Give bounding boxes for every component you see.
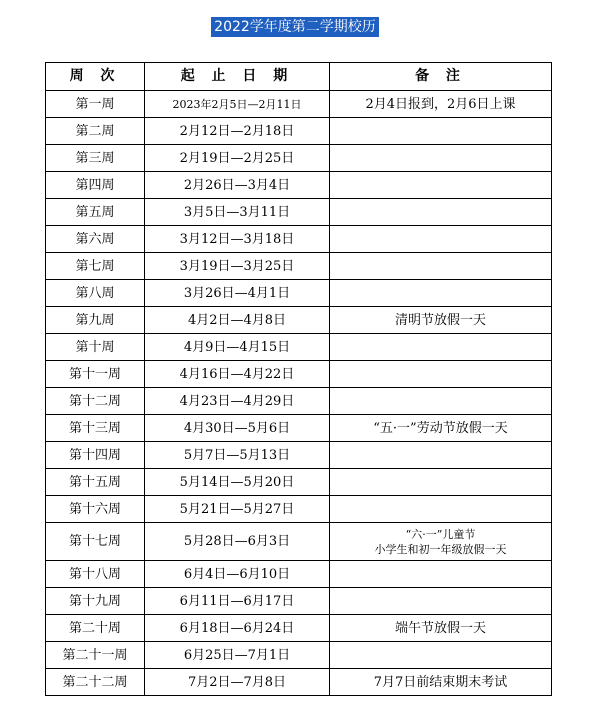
date-range-cell: 2月12日—2月18日 [145,118,330,145]
note-cell [330,442,552,469]
table-row [46,669,552,696]
week-cell: 第十周 [46,334,145,361]
title-wrap [0,16,590,37]
table-row [46,334,552,361]
week-cell: 第七周 [46,253,145,280]
table-row [46,561,552,588]
note-cell [330,496,552,523]
date-range-cell: 7月2日—7月8日 [145,669,330,696]
table-row [46,226,552,253]
note-line: 小学生和初一年级放假一天 [374,542,507,556]
note-cell: 2月4日报到，2月6日上课 [330,91,552,118]
table-row [46,523,552,561]
week-cell: 第五周 [46,199,145,226]
note-cell [330,388,552,415]
date-range-cell: 5月21日—5月27日 [145,496,330,523]
date-range-cell: 3月5日—3月11日 [145,199,330,226]
note-cell [330,469,552,496]
table-row [46,91,552,118]
date-range-cell: 6月18日—6月24日 [145,615,330,642]
date-range-cell: 4月30日—5月6日 [145,415,330,442]
note-cell [330,561,552,588]
date-range-cell: 6月11日—6月17日 [145,588,330,615]
date-range-cell: 6月4日—6月10日 [145,561,330,588]
note-cell [330,523,552,561]
week-cell: 第十四周 [46,442,145,469]
date-range-cell: 2月19日—2月25日 [145,145,330,172]
date-range-cell: 3月19日—3月25日 [145,253,330,280]
note-cell: 清明节放假一天 [330,307,552,334]
note-cell [330,280,552,307]
date-range-cell: 4月9日—4月15日 [145,334,330,361]
table-row [46,469,552,496]
date-range-cell: 5月7日—5月13日 [145,442,330,469]
note-cell [330,361,552,388]
week-cell: 第八周 [46,280,145,307]
note-cell [330,172,552,199]
week-cell: 第十二周 [46,388,145,415]
date-range-cell: 3月12日—3月18日 [145,226,330,253]
week-cell: 第二十一周 [46,642,145,669]
week-cell: 第十三周 [46,415,145,442]
note-cell: 端午节放假一天 [330,615,552,642]
note-cell [330,253,552,280]
date-range-cell: 6月25日—7月1日 [145,642,330,669]
week-cell: 第十一周 [46,361,145,388]
header-week: 周 次 [46,63,145,91]
note-cell: “五·一”劳动节放假一天 [330,415,552,442]
week-cell: 第六周 [46,226,145,253]
note-cell [330,145,552,172]
table-row [46,388,552,415]
note-cell [330,199,552,226]
note-cell [330,118,552,145]
note-cell [330,226,552,253]
table-row [46,118,552,145]
table-row [46,361,552,388]
week-cell: 第四周 [46,172,145,199]
table-row [46,496,552,523]
note-cell [330,642,552,669]
table-body [46,91,552,696]
week-cell: 第一周 [46,91,145,118]
week-cell: 第二十周 [46,615,145,642]
table-row [46,442,552,469]
table-row [46,615,552,642]
date-range-cell: 3月26日—4月1日 [145,280,330,307]
calendar-table [45,62,552,696]
header-row [46,63,552,91]
date-range-cell: 4月2日—4月8日 [145,307,330,334]
table-row [46,415,552,442]
page-title: 2022学年度第二学期校历 [211,17,379,37]
week-cell: 第十六周 [46,496,145,523]
header-notes: 备 注 [330,63,552,91]
date-range-cell: 5月28日—6月3日 [145,523,330,561]
table-row [46,253,552,280]
week-cell: 第二周 [46,118,145,145]
table-row [46,307,552,334]
date-range-cell: 2月26日—3月4日 [145,172,330,199]
table-row [46,172,552,199]
date-range-cell: 2023年2月5日—2月11日 [145,91,330,118]
table-row [46,199,552,226]
week-cell: 第十九周 [46,588,145,615]
table-row [46,280,552,307]
date-range-cell: 4月16日—4月22日 [145,361,330,388]
note-cell: 7月7日前结束期末考试 [330,669,552,696]
week-cell: 第十五周 [46,469,145,496]
table-row [46,588,552,615]
week-cell: 第九周 [46,307,145,334]
week-cell: 第二十二周 [46,669,145,696]
date-range-cell: 5月14日—5月20日 [145,469,330,496]
note-cell [330,588,552,615]
week-cell: 第三周 [46,145,145,172]
table-row [46,642,552,669]
table-row [46,145,552,172]
week-cell: 第十八周 [46,561,145,588]
note-line: “六·一”儿童节 [405,527,476,541]
note-cell [330,334,552,361]
header-dates: 起 止 日 期 [145,63,330,91]
date-range-cell: 4月23日—4月29日 [145,388,330,415]
week-cell: 第十七周 [46,523,145,561]
